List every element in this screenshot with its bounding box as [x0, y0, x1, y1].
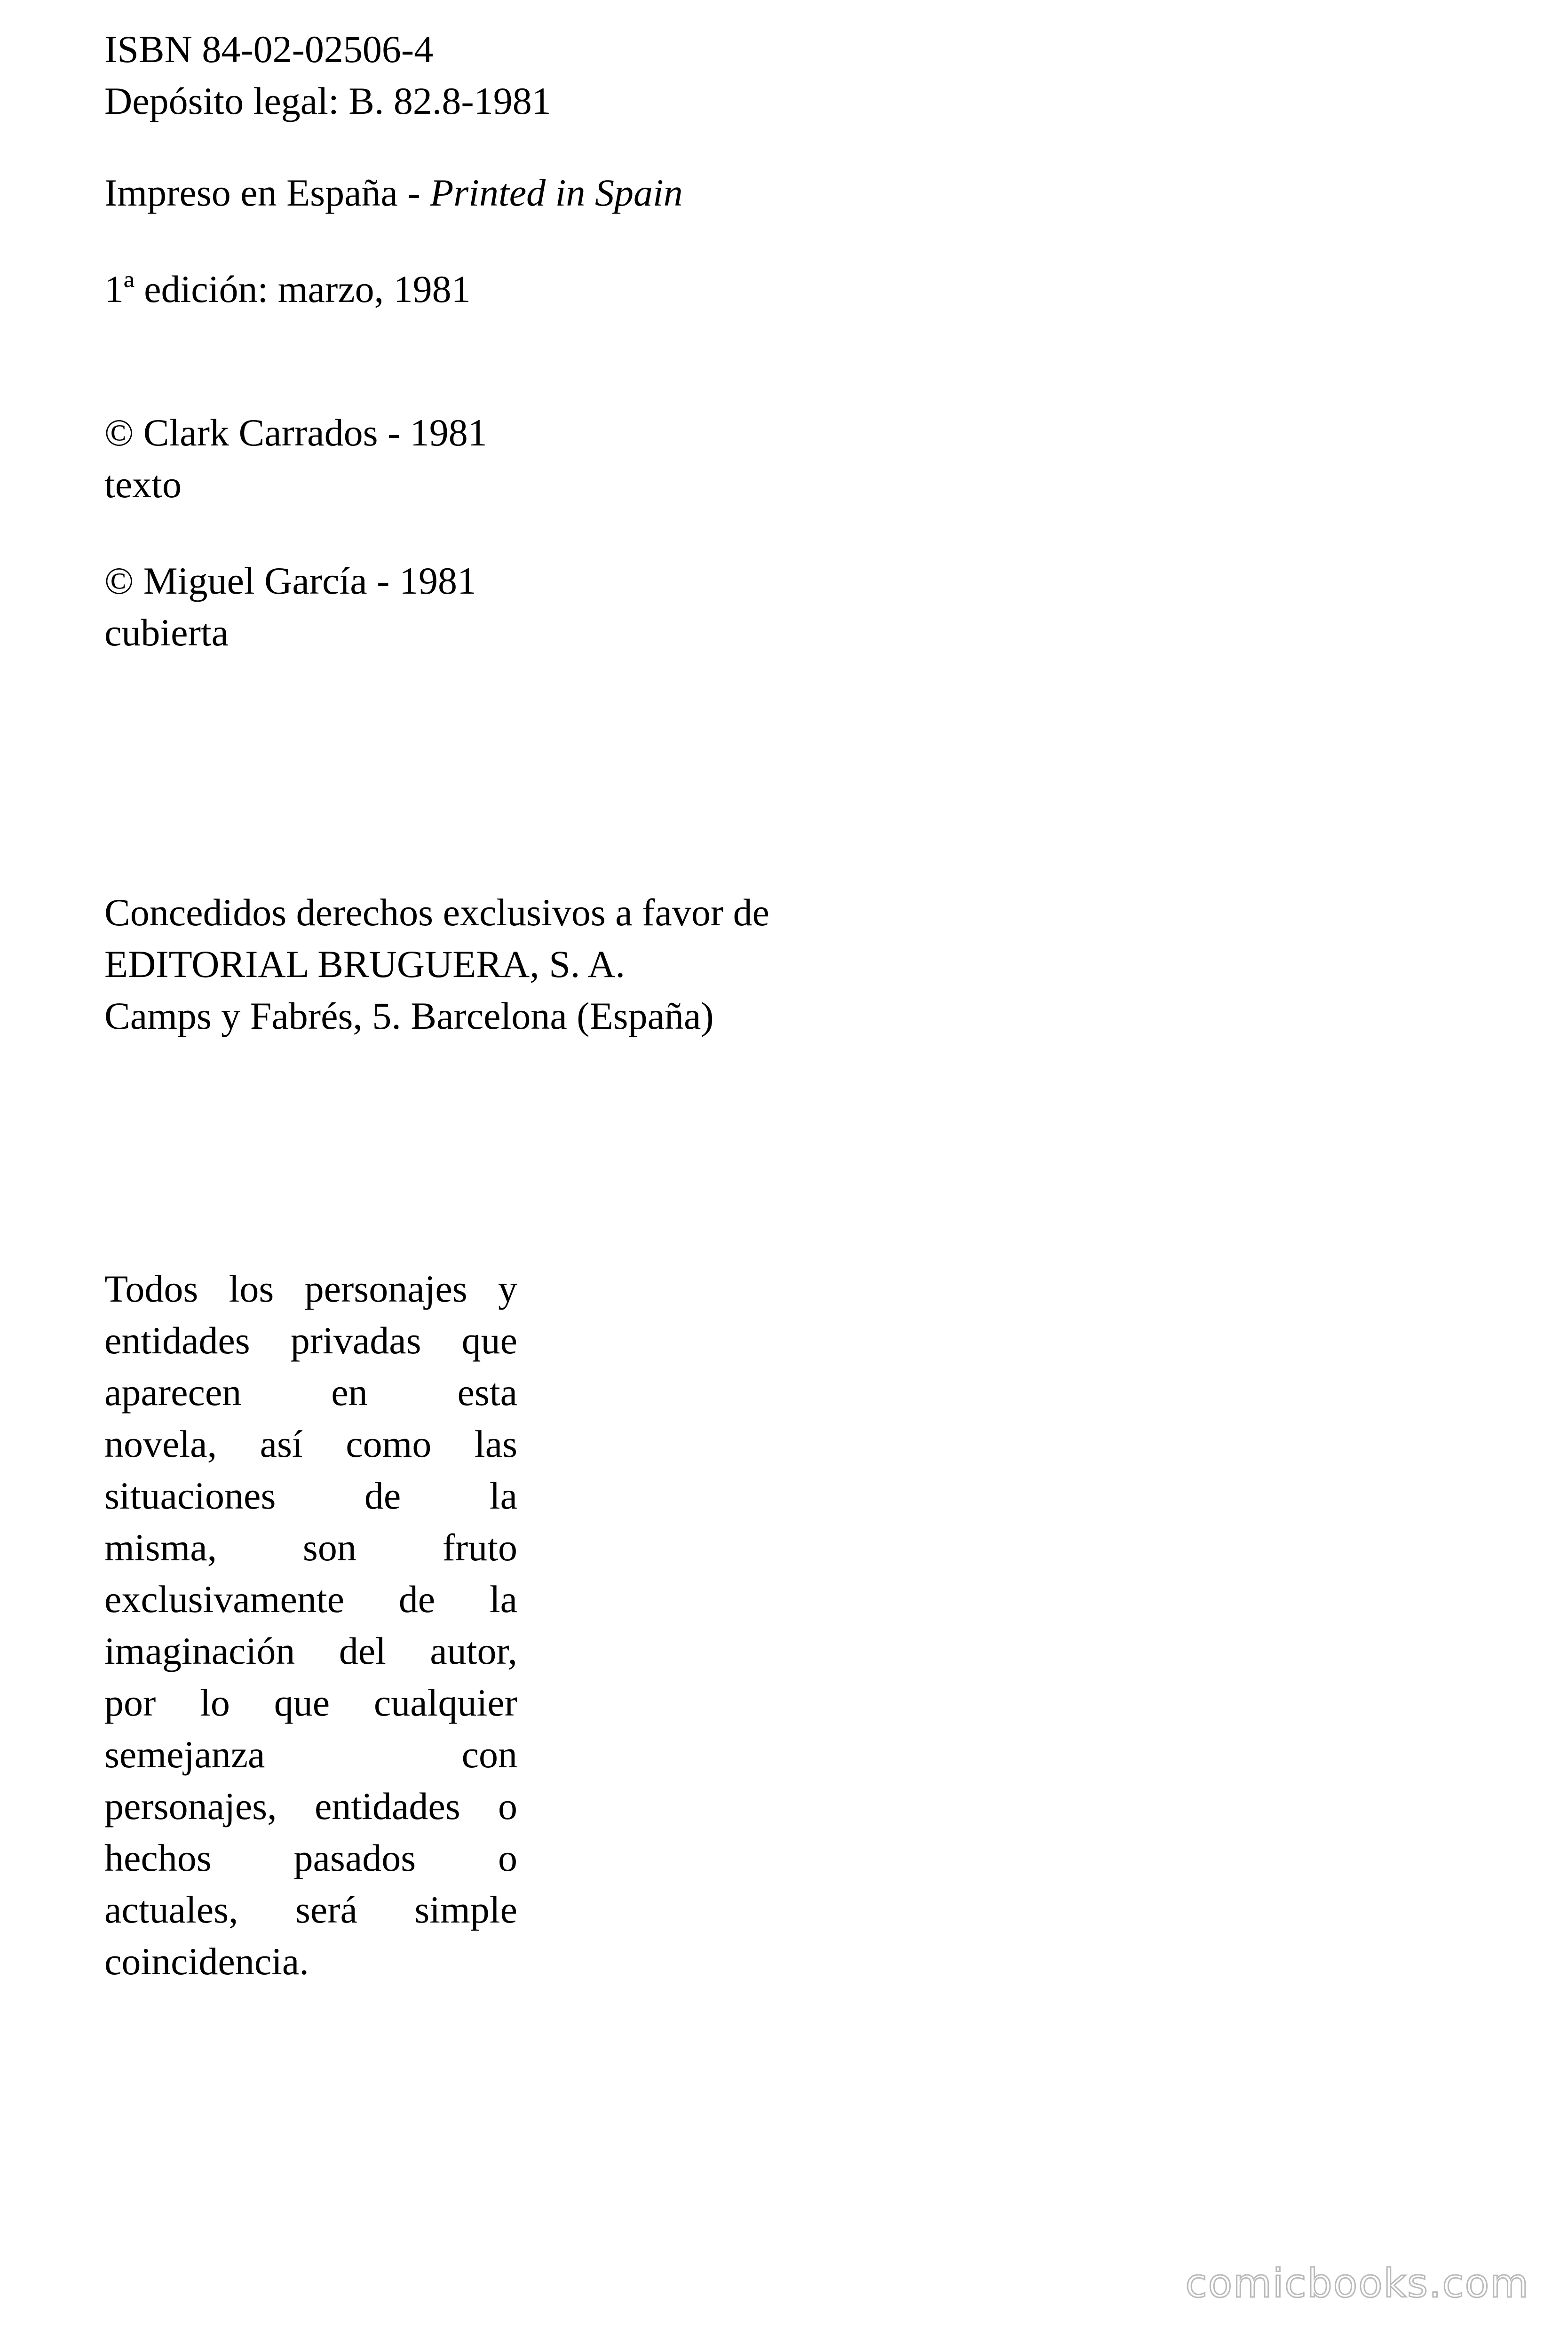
disclaimer-word: semejanza: [104, 1733, 265, 1776]
disclaimer-line: [104, 1729, 517, 1780]
disclaimer-word: personajes: [304, 1267, 467, 1310]
disclaimer-word: o: [498, 1785, 517, 1828]
cover-copyright-label: cubierta: [104, 611, 229, 654]
disclaimer-line: [104, 1936, 517, 1987]
isbn-block: [104, 24, 551, 127]
rights-granted: Concedidos derechos exclusivos a favor de: [104, 891, 770, 934]
disclaimer-word: Todos: [104, 1267, 198, 1310]
disclaimer-word: entidades: [104, 1319, 250, 1362]
disclaimer-word: que: [461, 1319, 517, 1362]
disclaimer-word: personajes,: [104, 1785, 277, 1828]
impreso-english: Printed in Spain: [430, 171, 683, 214]
disclaimer-line: [104, 1315, 517, 1367]
publisher-block: [104, 887, 769, 1042]
disclaimer-word: situaciones: [104, 1474, 276, 1517]
cover-copyright-block: [104, 555, 476, 659]
watermark: comicbooks.com: [1185, 2260, 1529, 2306]
publisher-address: Camps y Fabrés, 5. Barcelona (España): [104, 994, 714, 1037]
disclaimer-line: [104, 1367, 517, 1418]
printed-in-line: [104, 167, 683, 219]
disclaimer-word: fruto: [442, 1526, 517, 1569]
impreso-spanish: Impreso en España -: [104, 171, 430, 214]
printed-in-block: [104, 167, 683, 219]
disclaimer-word: imaginación: [104, 1629, 295, 1672]
edition: 1ª edición: marzo, 1981: [104, 268, 471, 310]
disclaimer-word: autor,: [430, 1629, 517, 1672]
disclaimer-word: con: [461, 1733, 517, 1776]
publisher-name: EDITORIAL BRUGUERA, S. A.: [104, 943, 626, 985]
disclaimer-line: [104, 1573, 517, 1625]
text-copyright-block: [104, 407, 487, 510]
disclaimer-line: [104, 1625, 517, 1677]
disclaimer-line: [104, 1470, 517, 1522]
disclaimer-line: [104, 1832, 517, 1884]
disclaimer-word: esta: [457, 1371, 517, 1414]
disclaimer-word: de: [364, 1474, 401, 1517]
disclaimer-word: de: [398, 1578, 436, 1621]
disclaimer-line: [104, 1884, 517, 1936]
disclaimer-line: [104, 1263, 517, 1315]
text-copyright-label: texto: [104, 463, 182, 506]
disclaimer-word: en: [331, 1371, 368, 1414]
disclaimer-line: [104, 1418, 517, 1470]
disclaimer-word: aparecen: [104, 1371, 242, 1414]
disclaimer-word: misma,: [104, 1526, 217, 1569]
disclaimer-line: [104, 1677, 517, 1729]
disclaimer-word: simple: [414, 1888, 517, 1931]
disclaimer-word: y: [498, 1267, 517, 1310]
disclaimer-word: hechos: [104, 1836, 212, 1879]
disclaimer-word: entidades: [314, 1785, 460, 1828]
disclaimer-line: [104, 1780, 517, 1832]
disclaimer-word: que: [274, 1681, 330, 1724]
text-copyright: © Clark Carrados - 1981: [104, 411, 487, 454]
disclaimer-word: coincidencia.: [104, 1940, 309, 1983]
disclaimer-word: la: [489, 1474, 517, 1517]
disclaimer-word: por: [104, 1681, 156, 1724]
disclaimer-word: será: [295, 1888, 357, 1931]
disclaimer-word: las: [474, 1422, 517, 1465]
disclaimer-word: son: [302, 1526, 356, 1569]
isbn: ISBN 84-02-02506-4: [104, 28, 434, 71]
disclaimer-word: la: [489, 1578, 517, 1621]
edition-block: [104, 263, 471, 315]
disclaimer-word: novela,: [104, 1422, 217, 1465]
disclaimer-word: pasados: [293, 1836, 416, 1879]
fiction-disclaimer: [104, 1263, 517, 1987]
disclaimer-word: o: [498, 1836, 517, 1879]
disclaimer-word: del: [339, 1629, 386, 1672]
disclaimer-word: como: [346, 1422, 432, 1465]
disclaimer-line: [104, 1522, 517, 1573]
disclaimer-word: cualquier: [373, 1681, 517, 1724]
deposito-legal: Depósito legal: B. 82.8-1981: [104, 79, 551, 122]
disclaimer-word: así: [260, 1422, 303, 1465]
cover-copyright: © Miguel García - 1981: [104, 559, 476, 602]
disclaimer-word: privadas: [290, 1319, 421, 1362]
disclaimer-word: lo: [200, 1681, 230, 1724]
disclaimer-word: actuales,: [104, 1888, 238, 1931]
disclaimer-word: exclusivamente: [104, 1578, 345, 1621]
disclaimer-word: los: [229, 1267, 274, 1310]
